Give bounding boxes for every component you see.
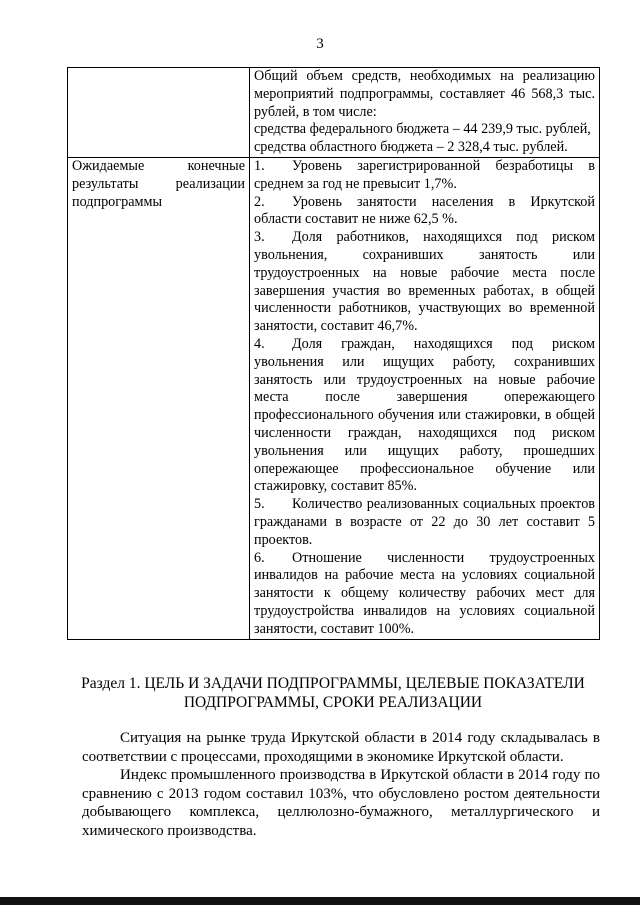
table-cell-funding [250, 68, 600, 158]
expected-results-label: Ожидаемые конечные результаты реализации подпрограммы [68, 157, 250, 639]
table-row-funding [68, 68, 600, 158]
section-heading-line1: Раздел 1. ЦЕЛЬ И ЗАДАЧИ ПОДПРОГРАММЫ, ЦЕЛЕВЫЕ ПОКАЗАТЕЛИ [81, 675, 585, 692]
body-text [82, 729, 600, 840]
section-heading-line2: ПОДПРОГРАММЫ, СРОКИ РЕАЛИЗАЦИИ [183, 693, 483, 711]
result-item: 6. Отношение численности трудоустроенных инвалидов на рабочие места на условиях социальной занятости к общему количеству рабочих мест для трудоустройства инвалидов на условиях социальной занятости, составит 100%. [254, 549, 595, 637]
funding-federal-text: средства федерального бюджета – 44 239,9 тыс. рублей, [254, 121, 591, 138]
subprogram-passport-table [67, 67, 600, 640]
paragraph-industrial-index: Индекс промышленного производства в Иркутской области в 2014 году по сравнению с 2013 годом составил 103%, что обусловлено ростом деятельности добывающего комплекса, целлюлозно-бумажного, металлургического и химического производства. [82, 767, 600, 839]
table-row-expected-results [68, 157, 600, 639]
table-cell-empty [68, 68, 250, 158]
table-cell-results [250, 157, 600, 639]
result-item: 3. Доля работников, находящихся под риском увольнения, сохранивших занятость или трудоустроенных на новые рабочие места после завершения участия во временных работах, в общей численности работников, участвующих во временной занятости, составит 46,7%. [254, 229, 595, 335]
paragraph-labor-market: Ситуация на рынке труда Иркутской области в 2014 году складывалась в соответствии с процессами, проходящими в экономике Иркутской области. [82, 730, 600, 765]
page-number: 3 [316, 36, 324, 52]
funding-total-text: Общий объем средств, необходимых на реализацию мероприятий подпрограммы, составляет 46 568,3 тыс. рублей, в том числе: [254, 68, 595, 120]
section-heading [67, 675, 599, 712]
result-item: 5. Количество реализованных социальных проектов гражданами в возрасте от 22 до 30 лет составит 5 проектов. [254, 496, 595, 548]
result-item: 1. Уровень зарегистрированной безработицы в среднем за год не превысит 1,7%. [254, 157, 595, 192]
funding-regional-text: средства областного бюджета – 2 328,4 тыс. рублей. [254, 139, 568, 156]
result-item: 2. Уровень занятости населения в Иркутской области составит не ниже 62,5 %. [254, 193, 595, 228]
result-item: 4. Доля граждан, находящихся под риском увольнения или ищущих работу, сохранивших занятость или трудоустроенных на новые рабочие места после завершения опережающего профессионального обучения или стажировки, в общей численности граждан, находящихся под риском увольнения или ищущих работу, прошедших опережающее профессиональное обучение или стажировку, составит 85%. [254, 335, 595, 495]
scan-bottom-border [0, 897, 640, 905]
